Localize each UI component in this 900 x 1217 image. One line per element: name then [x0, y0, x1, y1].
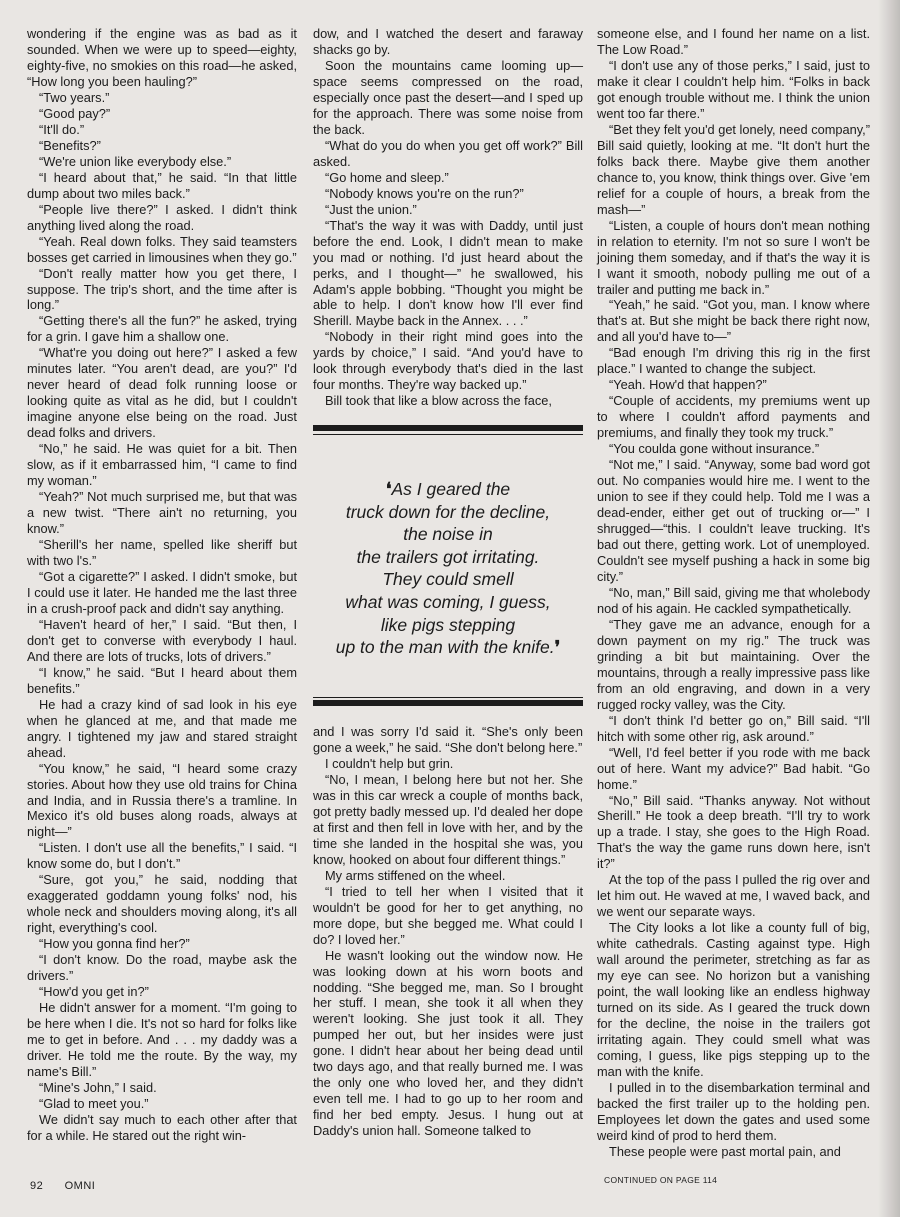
paragraph: “People live there?” I asked. I didn't think anything lived along the road. — [27, 201, 297, 233]
paragraph: “Sure, got you,” he said, nodding that exaggerated goddamn young folks' nod, his whole neck and shoulders moving along, it's all right, everything's cool. — [27, 872, 297, 936]
paragraph: and I was sorry I'd said it. “She's only been gone a week,” he said. “She don't belong here.” — [313, 724, 583, 755]
continued-line: CONTINUED ON PAGE 114 — [604, 1175, 718, 1185]
paragraph: “Yeah. How'd that happen?” — [609, 377, 767, 393]
paragraph: “We're union like everybody else.” — [39, 153, 232, 169]
pullquote-rule-top — [313, 425, 583, 431]
paragraph: “Nobody in their right mind goes into the yards by choice,” I said. “And you'd have to look through everybody that's died in the last four months. They're way backed up.” — [313, 329, 583, 393]
paragraph: “Mine's John,” I said. — [39, 1079, 157, 1095]
paragraph: “Don't really matter how you get there, I suppose. The trip's short, and the time after is long.” — [27, 265, 297, 313]
column-2-top — [313, 26, 583, 409]
paragraph: “Listen. I don't use all the benefits,” I said. “I know some do, but I don't.” — [27, 840, 297, 872]
paragraph: He wasn't looking out the window now. He was looking down at his worn boots and nodding. “She begged me, man. So I brought her stuff. I mean, she took it all when they weren't looking. She just took it all. They pumped her out, but her insides were just gone. I didn't hear about her being dead until two days ago, and that really burned me. I was the only one who loved her, and they didn't even tell me. I had to go up to her room and find her bed empty. Jesus. I hung out at Daddy's union hall. Someone talked to — [313, 947, 583, 1139]
paragraph: He had a crazy kind of sad look in his eye when he glanced at me, and that made me angry. I tightened my jaw and stared straight ahead. — [27, 696, 297, 760]
paragraph: “Just the union.” — [325, 201, 417, 217]
paragraph: “What do you do when you get off work?” Bill asked. — [313, 137, 583, 169]
paragraph: “Couple of accidents, my premiums went up to where I couldn't afford payments and premiums, and finally they took my truck.” — [597, 393, 870, 441]
paragraph: “Nobody knows you're on the run?” — [325, 185, 524, 201]
pullquote-line-7: like pigs stepping — [380, 614, 516, 635]
pullquote-line-5: They could smell — [382, 569, 514, 590]
pullquote-line-2: truck down for the decline, — [345, 501, 551, 522]
pullquote-rule-top-thin — [313, 434, 583, 435]
paragraph: “Good pay?” — [39, 105, 111, 121]
paragraph: someone else, and I found her name on a list. The Low Road.” — [597, 26, 870, 57]
paragraph: “What're you doing out here?” I asked a few minutes later. “You aren't dead, are you?” I'd never heard of dead folk running loose or looking quite as vital as he did, but I couldn't imagine anyone else being on the road. Just dead folks and drivers. — [27, 345, 297, 441]
open-quote-mark: ❛ — [385, 479, 392, 499]
paragraph: “Glad to meet you.” — [39, 1095, 149, 1111]
paragraph: “Well, I'd feel better if you rode with me back out of here. Want my advice?” Bad habit. “Go home.” — [597, 744, 870, 792]
page-gutter-shadow — [878, 0, 900, 1217]
paragraph: “Not me,” I said. “Anyway, some bad word got out. No companies would hire me. I went to the union to see if they could help. Told me I was a dead-ender, either get out of trucking or—” I shrugged—“this. I couldn't leave trucking. It's bad out there, getting work. Lot of unemployed. Couldn't see myself pushing a hack in some big city.” — [597, 457, 870, 584]
paragraph: “That's the way it was with Daddy, until just before the end. Look, I didn't mean to make you mad or nothing. I'd just heard about the perks, and I thought—” he swallowed, his Adam's apple bobbing. “Thought you might be able to help. I don't know how I'll ever find Sherill. Maybe back in the Annex. . . .” — [313, 217, 583, 329]
paragraph: “How you gonna find her?” — [39, 936, 190, 952]
pullquote-rule-bottom-thin — [313, 697, 583, 698]
paragraph: “Haven't heard of her,” I said. “But then, I don't get to converse with everybody I haul. And there are lots of trucks, lots of drivers.” — [27, 616, 297, 664]
paragraph: “Bad enough I'm driving this rig in the first place.” I wanted to change the subject. — [597, 345, 870, 377]
pullquote — [313, 478, 583, 659]
paragraph: wondering if the engine was as bad as it sounded. When we were up to speed—eighty, eighty-five, no smokies on this road—he asked, “How long you been hauling?” — [27, 26, 297, 89]
paragraph: My arms stiffened on the wheel. — [325, 867, 506, 883]
paragraph: “Getting there's all the fun?” he asked, trying for a grin. I gave him a shallow one. — [27, 313, 297, 345]
paragraph: “Yeah,” he said. “Got you, man. I know where that's at. But she might be back there right now, and all you'd have to—” — [597, 297, 870, 345]
pullquote-line-3: the noise in — [403, 524, 493, 545]
paragraph: “No,” Bill said. “Thanks anyway. Not without Sherill.” He took a deep breath. “I'll try to work up a trade. I stay, she goes to the High Road. That's the way the game runs down here, isn't it?” — [597, 792, 870, 872]
paragraph: “Bet they felt you'd get lonely, need company,” Bill said quietly, looking at me. “It don't hurt the folks back there. Maybe give them another chance to, you know, think things over. Give 'em relief for a couple of hours, a break from the mash—” — [597, 121, 870, 217]
paragraph: “Yeah. Real down folks. They said teamsters bosses get carried in limousines when they go.” — [27, 233, 297, 265]
paragraph: “I heard about that,” he said. “In that little dump about two miles back.” — [27, 169, 297, 201]
paragraph: “Got a cigarette?” I asked. I didn't smoke, but I could use it later. He handed me the last three in a crush-proof pack and didn't say anything. — [27, 568, 297, 616]
paragraph: “Two years.” — [39, 89, 110, 105]
page-number: 92 — [30, 1180, 44, 1192]
paragraph: He didn't answer for a moment. “I'm going to be here when I die. It's not so hard for folks like me to get in before. And . . . my daddy was a driver. He told me the route. By the way, my name's Bill.” — [27, 1000, 297, 1079]
magazine-name: OMNI — [64, 1180, 96, 1192]
paragraph: “Benefits?” — [39, 137, 101, 153]
paragraph: “Go home and sleep.” — [325, 169, 449, 185]
paragraph: I couldn't help but grin. — [325, 755, 454, 771]
paragraph: “You know,” he said, “I heard some crazy stories. About how they use old trains for China and India, and in Russia there's a tramline. In Mexico it's old buses along roads, always at night—” — [27, 760, 297, 840]
pullquote-line-1: ❛As I geared the — [385, 479, 511, 499]
paragraph: “I don't know. Do the road, maybe ask the drivers.” — [27, 952, 297, 984]
paragraph: Soon the mountains came looming up—space seems compressed on the road, especially once past the desert—and I sped up for the approach. There was some noise from the back. — [313, 57, 583, 137]
page-folio — [30, 1180, 95, 1192]
paragraph: These people were past mortal pain, and — [609, 1143, 841, 1159]
paragraph: “No, man,” Bill said, giving me that wholebody nod of his again. He cackled sympathetically. — [597, 584, 870, 616]
column-3 — [597, 26, 870, 1160]
paragraph: “I don't use any of those perks,” I said, just to make it clear I couldn't help him. “Folks in back got enough trouble without me. I think the union went too far there.” — [597, 57, 870, 121]
paragraph: “Yeah?” Not much surprised me, but that was a new twist. “There ain't no returning, you know.” — [27, 489, 297, 537]
column-1 — [27, 26, 297, 1144]
paragraph: “Listen, a couple of hours don't mean nothing in relation to eternity. I'm not so sure I won't be joining them someday, and if that's the way it is I want it smooth, nobody pulling me out of a trailer and putting me back in.” — [597, 217, 870, 297]
close-quote-mark: ❜ — [554, 637, 561, 658]
paragraph: “How'd you get in?” — [39, 984, 149, 1000]
paragraph: “No, I mean, I belong here but not her. She was in this car wreck a couple of months back, got pretty badly messed up. I'd dealed her dope at first and then fell in love with her, and by the time she landed in the hospital she was, you know, hooked on about four different things.” — [313, 771, 583, 867]
paragraph: “I know,” he said. “But I heard about them benefits.” — [27, 664, 297, 696]
paragraph: “You coulda gone without insurance.” — [609, 441, 820, 457]
paragraph: The City looks a lot like a county full of big, white cathedrals. Casting against type. High wall around the perimeter, stretching as far as my eye can see. No horizon but a vanishing point, the wall looking like an endless highway turned on its side. As I geared the truck down for the decline, the noise in the trailers got irritating again. They could smell what was coming, I guess, like pigs stepping up to the man with the knife. — [597, 920, 870, 1079]
paragraph: At the top of the pass I pulled the rig over and let him out. He waved at me, I waved back, and we went our separate ways. — [597, 872, 870, 920]
column-2-bottom — [313, 724, 583, 1139]
paragraph: “I don't think I'd better go on,” Bill said. “I'll hitch with some other rig, ask around.” — [597, 712, 870, 744]
paragraph: “They gave me an advance, enough for a down payment on my rig.” The truck was grinding a bit but maintaining. Over the mountains, through a really impressive pass like from an old engraving, and down in a very rugged rocky valley, was the City. — [597, 616, 870, 712]
pullquote-line-6: what was coming, I guess, — [345, 591, 551, 612]
paragraph: “No,” he said. He was quiet for a bit. Then slow, as if it embarrassed him, “I came to find my woman.” — [27, 441, 297, 489]
paragraph: We didn't say much to each other after that for a while. He stared out the right win- — [27, 1111, 297, 1143]
pullquote-rule-bottom — [313, 700, 583, 706]
pullquote-line-4: the trailers got irritating. — [356, 546, 540, 567]
paragraph: “It'll do.” — [39, 121, 85, 137]
paragraph: “I tried to tell her when I visited that it wouldn't be good for her to get anything, no more dope, but she begged me. What could I do? I loved her.” — [313, 883, 583, 947]
paragraph: dow, and I watched the desert and faraway shacks go by. — [313, 26, 583, 57]
paragraph: Bill took that like a blow across the face, — [325, 393, 552, 409]
paragraph: “Sherill's her name, spelled like sheriff but with two l's.” — [27, 537, 297, 568]
pullquote-line-8: up to the man with the knife.❜ — [335, 637, 561, 658]
paragraph: I pulled in to the disembarkation terminal and backed the first trailer up to the holding pen. Employees let down the gates and used some weird kind of prod to herd them. — [597, 1079, 870, 1143]
